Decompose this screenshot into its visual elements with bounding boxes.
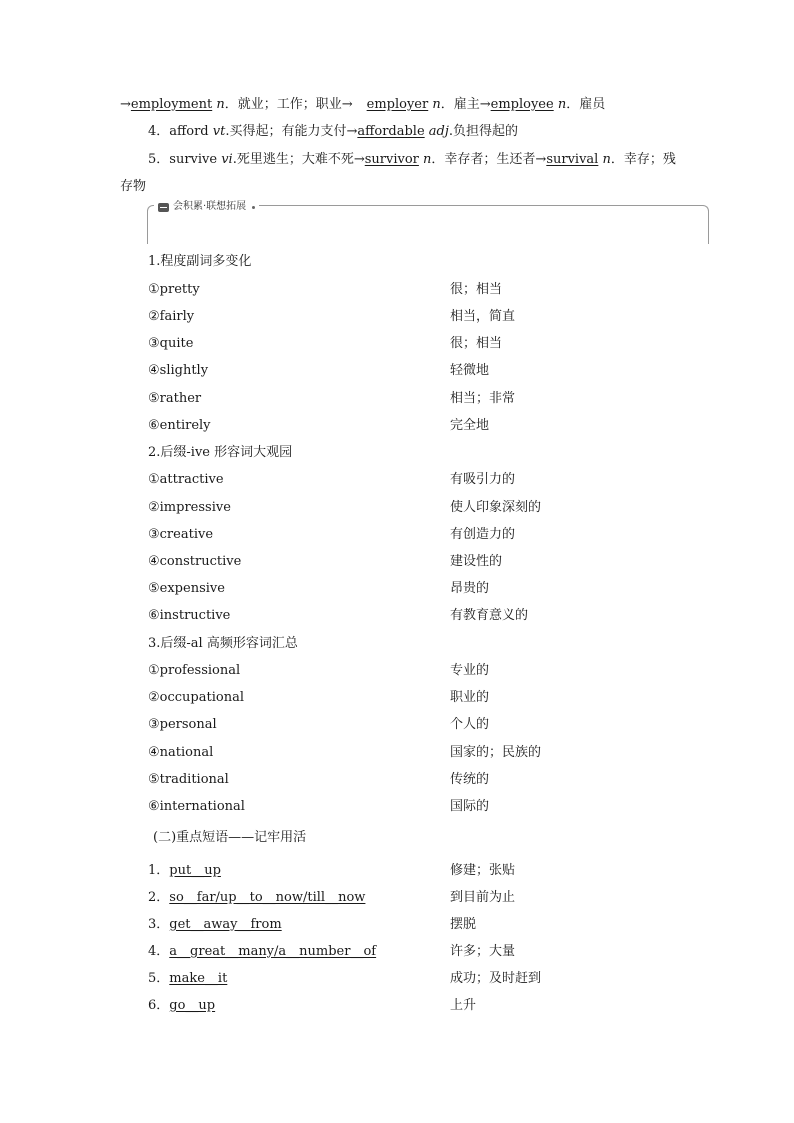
list-item <box>148 389 708 409</box>
list-item <box>148 280 708 300</box>
phrase-text: so__far/up__to__now/till__now <box>169 890 366 905</box>
pos-label: n <box>432 97 441 112</box>
meaning-text: ．雇主→ <box>440 97 491 112</box>
english-word: ①pretty <box>148 282 200 297</box>
chinese-meaning: 使人印象深刻的 <box>450 500 542 515</box>
chinese-meaning: 有创造力的 <box>450 527 516 542</box>
english-word: ④slightly <box>148 363 209 378</box>
note-icon <box>158 203 169 212</box>
meaning-text: ．幸存者；生还者→ <box>431 152 547 167</box>
english-word: ⑤expensive <box>148 581 225 596</box>
list-item <box>148 770 708 790</box>
phrase-text: put__up <box>169 863 221 878</box>
section-title: 2.后缀-ive 形容词大观园 <box>148 445 293 460</box>
meaning-text: ．雇员 <box>566 97 606 112</box>
pos-label: n <box>557 97 567 112</box>
chinese-meaning: 相当；非常 <box>450 391 516 406</box>
meaning-text: ．就业；工作；职业→ <box>224 97 353 112</box>
english-word: ②occupational <box>148 690 244 705</box>
list-item <box>148 361 708 381</box>
english-word: ②fairly <box>148 309 195 324</box>
chinese-meaning: 相当，简直 <box>450 309 516 324</box>
list-item <box>148 797 708 817</box>
chinese-meaning: 很；相当 <box>450 282 503 297</box>
intro-line-employment <box>120 95 605 115</box>
chinese-meaning: 国际的 <box>450 799 490 814</box>
item-number: 4． <box>148 944 170 959</box>
word-employee: employee <box>490 97 554 112</box>
list-item <box>148 307 708 327</box>
list-item <box>148 661 708 681</box>
phrase-text: a__great__many/a__number__of <box>169 944 377 959</box>
phrase-row <box>148 996 708 1016</box>
arrow-icon: → <box>120 97 131 112</box>
item-number: 5．survive <box>148 152 222 167</box>
english-word: ③personal <box>148 717 217 732</box>
chinese-meaning: 修建；张贴 <box>450 863 516 878</box>
chinese-meaning: 摆脱 <box>450 917 477 932</box>
list-item <box>148 470 708 490</box>
dot-icon <box>252 206 255 209</box>
english-word: ⑥instructive <box>148 608 231 623</box>
english-word: ③quite <box>148 336 194 351</box>
meaning-text: ．幸存；残 <box>610 152 676 167</box>
chinese-meaning: 有吸引力的 <box>450 472 516 487</box>
english-word: ①professional <box>148 663 241 678</box>
word-survivor: survivor <box>364 152 419 167</box>
chinese-meaning: 有教育意义的 <box>450 608 529 623</box>
list-item <box>148 552 708 572</box>
phrase-text: go__up <box>169 998 216 1013</box>
intro-line-afford <box>148 122 518 142</box>
list-item <box>148 688 708 708</box>
meaning-text: .买得起；有能力支付→ <box>225 124 358 139</box>
pos-label: n <box>602 152 611 167</box>
box-label <box>154 200 259 214</box>
english-word: ④constructive <box>148 554 242 569</box>
chinese-meaning: 到目前为止 <box>450 890 516 905</box>
chinese-meaning: 专业的 <box>450 663 490 678</box>
intro-line-survive <box>148 150 676 170</box>
chinese-meaning: 完全地 <box>450 418 490 433</box>
intro-line-continuation: 存物 <box>120 179 147 194</box>
box-label-text: 会积累·联想拓展 <box>173 201 247 212</box>
list-item <box>148 579 708 599</box>
english-word: ⑥international <box>148 799 245 814</box>
english-word: ②impressive <box>148 500 231 515</box>
chinese-meaning: 成功；及时赶到 <box>450 971 542 986</box>
item-number: 4．afford <box>148 124 213 139</box>
item-number: 2． <box>148 890 170 905</box>
phrase-row <box>148 915 708 935</box>
chinese-meaning: 许多；大量 <box>450 944 516 959</box>
section-title: 3.后缀-al 高频形容词汇总 <box>148 636 298 651</box>
word-employer: employer <box>366 97 429 112</box>
chinese-meaning: 建设性的 <box>450 554 503 569</box>
english-word: ⑤traditional <box>148 772 229 787</box>
section-title: 1.程度副词多变化 <box>148 254 252 269</box>
chinese-meaning: 个人的 <box>450 717 490 732</box>
list-item <box>148 525 708 545</box>
phrase-row <box>148 861 708 881</box>
chinese-meaning: 很；相当 <box>450 336 503 351</box>
item-number: 5． <box>148 971 170 986</box>
list-item <box>148 606 708 626</box>
chinese-meaning: 传统的 <box>450 772 490 787</box>
chinese-meaning: 上升 <box>450 998 477 1013</box>
phrase-row <box>148 942 708 962</box>
item-number: 3． <box>148 917 170 932</box>
meaning-text: .死里逃生；大难不死→ <box>232 152 365 167</box>
phrases-heading: (二)重点短语——记牢用活 <box>153 830 307 845</box>
word-affordable: affordable <box>357 124 425 139</box>
word-survival: survival <box>546 152 599 167</box>
english-word: ④national <box>148 745 214 760</box>
pos-label: n <box>216 97 225 112</box>
pos-label: vt <box>212 124 226 139</box>
list-item <box>148 334 708 354</box>
pos-label: adj <box>428 124 449 139</box>
list-item <box>148 743 708 763</box>
word-employment: employment <box>130 97 213 112</box>
phrase-text: make__it <box>169 971 228 986</box>
list-item <box>148 416 708 436</box>
english-word: ③creative <box>148 527 214 542</box>
list-item <box>148 715 708 735</box>
english-word: ⑤rather <box>148 391 202 406</box>
item-number: 1． <box>148 863 170 878</box>
english-word: ⑥entirely <box>148 418 211 433</box>
pos-label: vi <box>221 152 233 167</box>
pos-label: n <box>423 152 432 167</box>
meaning-text: .负担得起的 <box>448 124 519 139</box>
chinese-meaning: 轻微地 <box>450 363 490 378</box>
phrase-row <box>148 969 708 989</box>
english-word: ①attractive <box>148 472 224 487</box>
phrase-text: get__away__from <box>169 917 282 932</box>
list-item <box>148 498 708 518</box>
chinese-meaning: 国家的；民族的 <box>450 745 542 760</box>
chinese-meaning: 昂贵的 <box>450 581 490 596</box>
phrase-row <box>148 888 708 908</box>
item-number: 6． <box>148 998 170 1013</box>
chinese-meaning: 职业的 <box>450 690 490 705</box>
